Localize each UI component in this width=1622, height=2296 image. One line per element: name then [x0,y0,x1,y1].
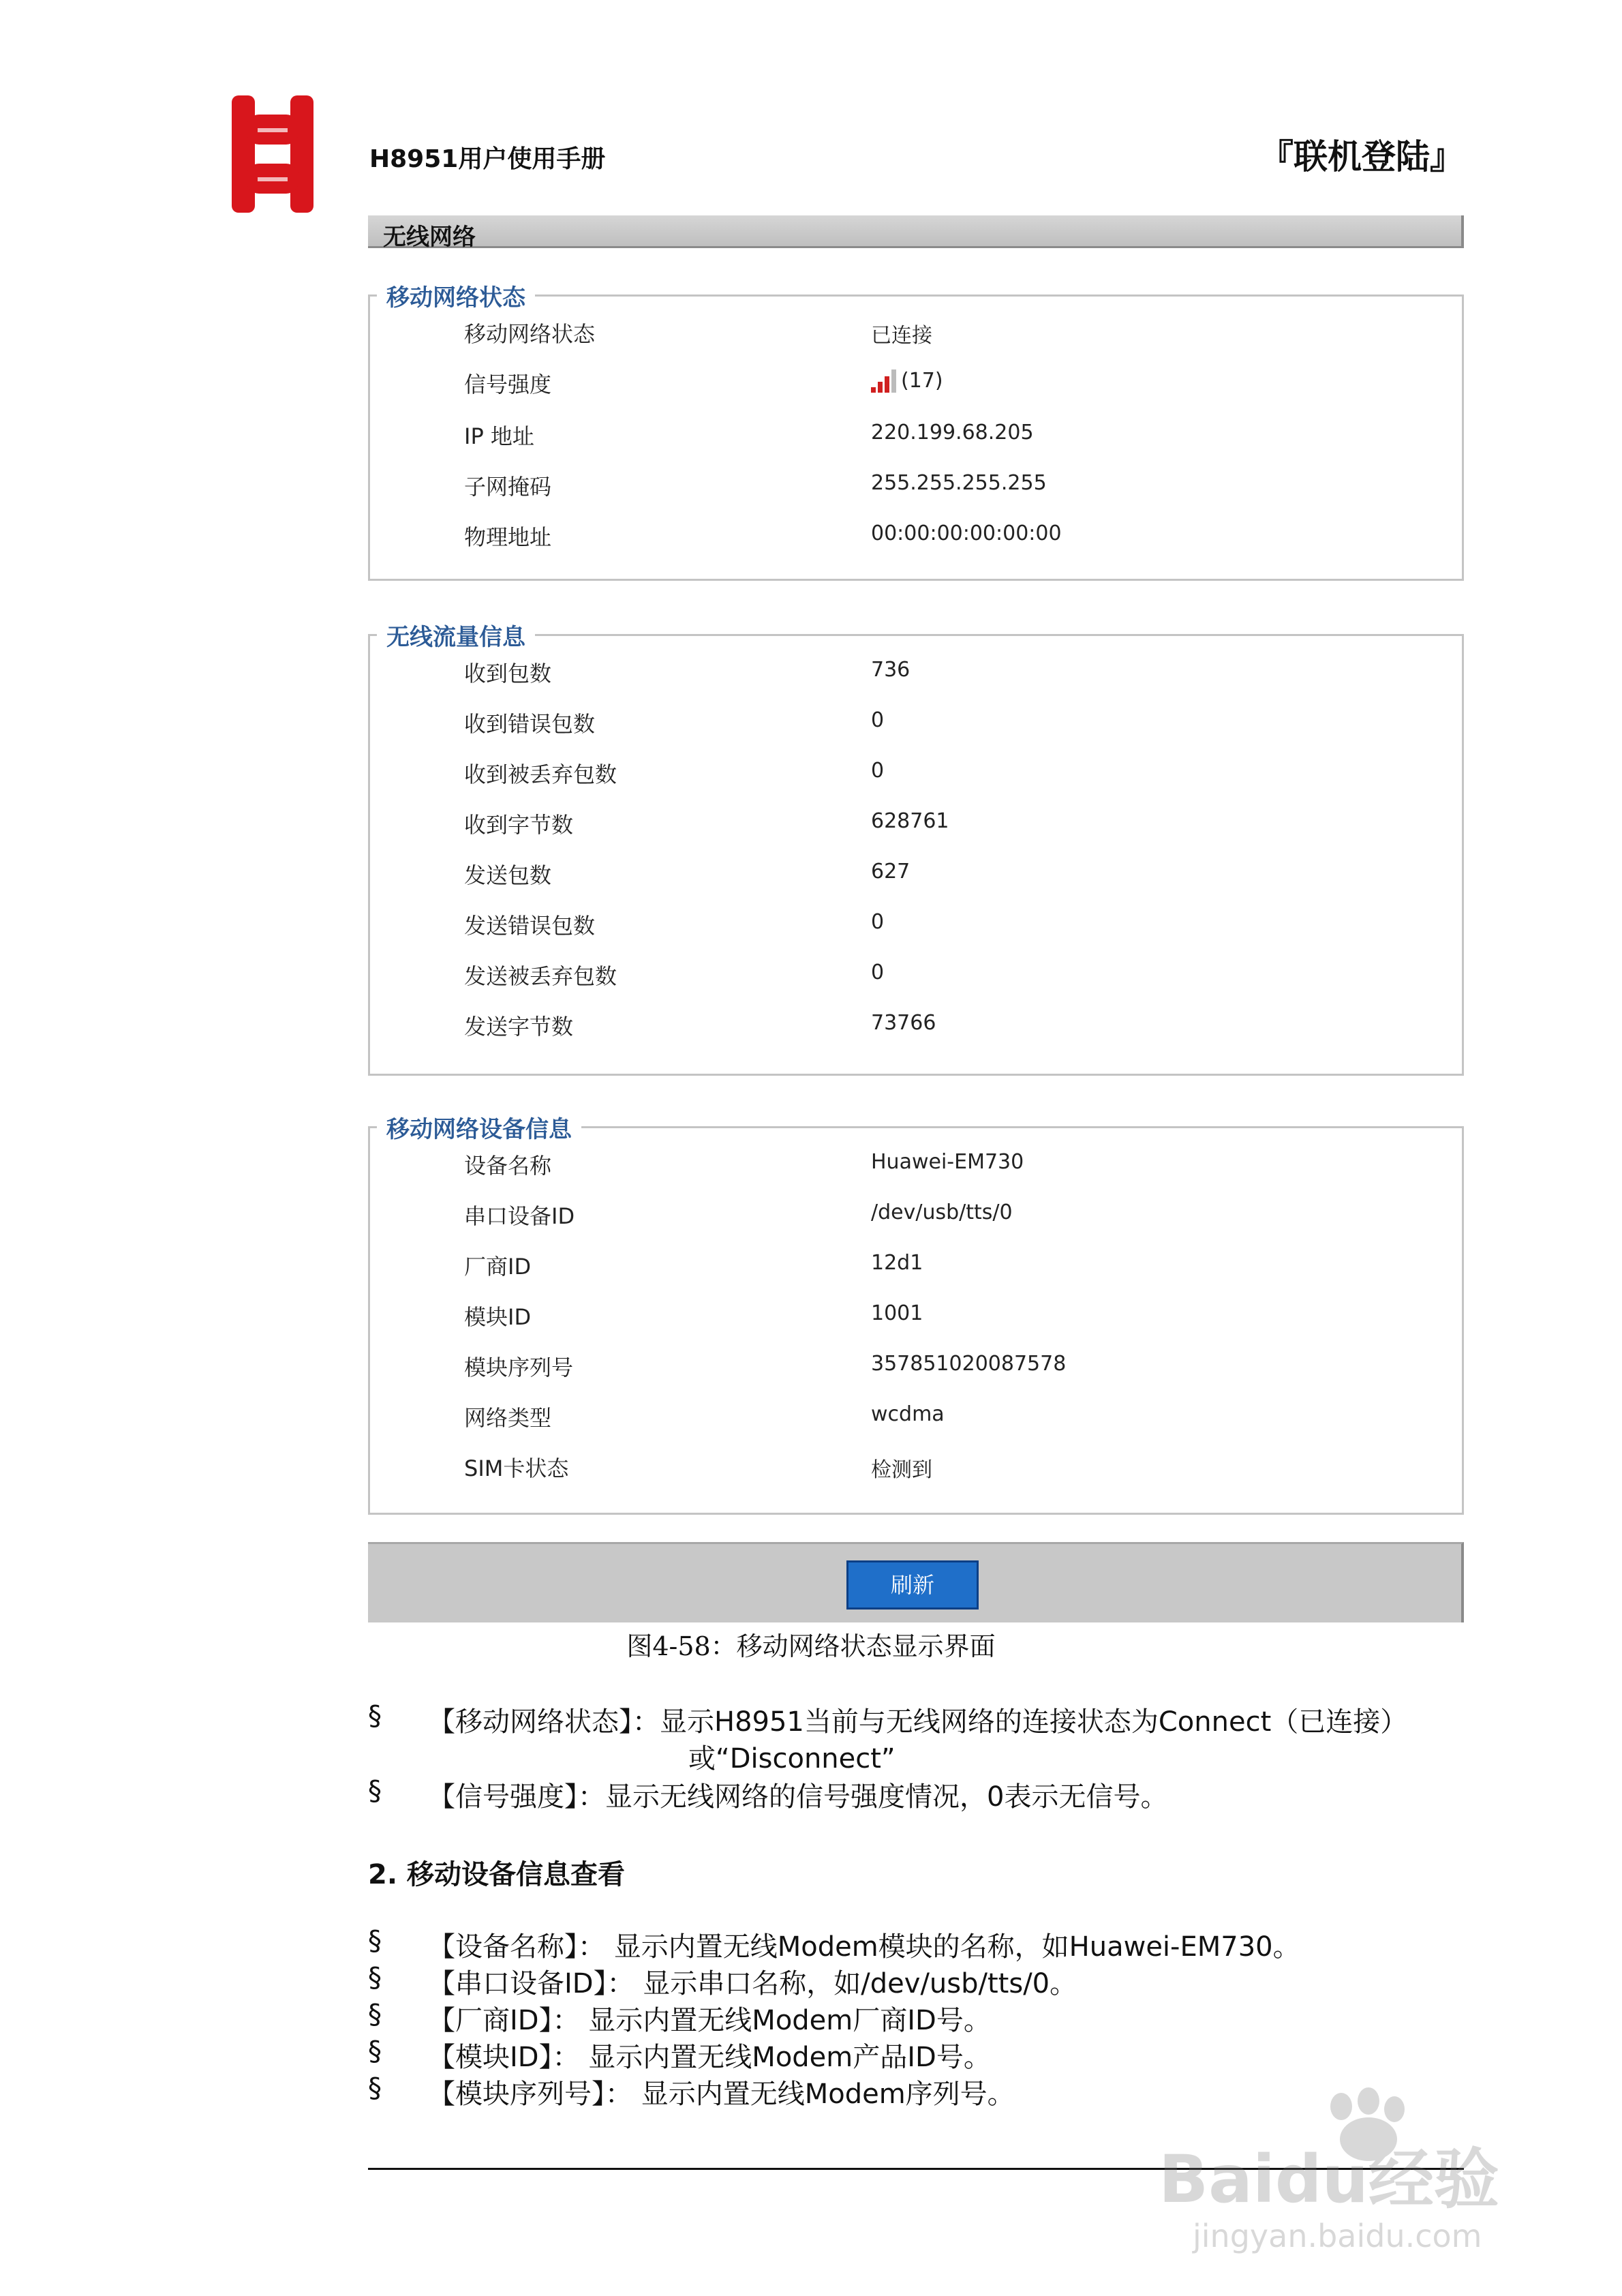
bullet-text: 【串口设备ID】： 显示串口名称，如/dev/usb/tts/0。 [428,1968,1077,1999]
device-row [370,1300,1462,1341]
bullet-symbol: § [368,1999,382,2030]
bullet-symbol: § [368,1962,382,1993]
refresh-button[interactable]: 刷新 [846,1560,979,1610]
traffic-row [370,656,1462,697]
row-label: 网络类型 [464,1405,552,1431]
bullet-symbol: § [368,2036,382,2067]
row-value: 628761 [871,809,949,833]
document-title: H8951用户使用手册 [369,145,606,173]
device-row [370,1149,1462,1190]
row-label: 串口设备ID [464,1203,575,1229]
row-value: 220.199.68.205 [871,421,1034,444]
row-value: 1001 [871,1301,923,1325]
chapter-title: 『联机登陆』 [1259,137,1464,177]
row-value: 736 [871,658,911,682]
signal-value [871,369,943,393]
row-label: 设备名称 [464,1153,552,1179]
mac-row [370,520,1462,561]
row-label: 厂商ID [464,1254,532,1280]
section-heading: 2. 移动设备信息查看 [368,1859,625,1890]
row-label: 收到被丢弃包数 [464,761,617,787]
traffic-row [370,959,1462,1000]
bullet-text-continued: 或“Disconnect” [688,1743,896,1774]
traffic-row [370,909,1462,950]
figure-caption: 图4-58：移动网络状态显示界面 [626,1631,996,1661]
bullet-text: 【模块序列号】： 显示内置无线Modem序列号。 [428,2079,1015,2110]
traffic-row [370,707,1462,748]
device-info-group [368,1116,1464,1515]
row-label: 物理地址 [464,524,552,550]
row-label: 收到错误包数 [464,711,596,737]
button-bar [368,1542,1464,1622]
group-legend: 无线流量信息 [377,618,535,652]
wireless-traffic-group [368,624,1464,1076]
signal-row [370,367,1462,408]
row-value: 已连接 [871,324,932,348]
traffic-row [370,858,1462,899]
mobile-network-status-group [368,284,1464,581]
bullet-symbol: § [368,2072,382,2104]
row-label: 模块ID [464,1304,532,1330]
traffic-row [370,757,1462,798]
row-label: 移动网络状态 [464,321,596,347]
row-value: 255.255.255.255 [871,471,1047,495]
row-label: 子网掩码 [464,474,552,500]
row-label: 收到包数 [464,661,552,686]
row-value: 检测到 [871,1458,932,1482]
row-label: SIM卡状态 [464,1455,569,1481]
bullet-text: 【模块ID】： 显示内置无线Modem产品ID号。 [428,2042,991,2073]
row-label: 收到字节数 [464,812,574,838]
row-value: 0 [871,759,885,783]
device-row [370,1350,1462,1391]
ip-row [370,419,1462,460]
row-value: wcdma [871,1402,945,1426]
baidu-watermark [1152,2086,1533,2256]
row-value: Huawei-EM730 [871,1150,1024,1174]
traffic-row [370,808,1462,849]
device-row [370,1401,1462,1442]
row-label: 发送被丢弃包数 [464,963,617,989]
row-label: IP 地址 [464,423,534,449]
row-value: 0 [871,910,885,934]
row-value: 12d1 [871,1251,923,1275]
row-value: 357851020087578 [871,1352,1067,1376]
row-value: 0 [871,708,885,732]
row-value: /dev/usb/tts/0 [871,1200,1013,1224]
signal-strength-icon [871,369,898,393]
row-value: 73766 [871,1011,936,1035]
signal-number: (17) [901,369,943,393]
row-label: 发送包数 [464,862,552,888]
group-legend: 移动网络状态 [377,279,535,312]
bullet-text: 【信号强度】：显示无线网络的信号强度情况，0表示无信号。 [428,1781,1168,1813]
subnet-row [370,470,1462,511]
bullet-text: 【移动网络状态】：显示H8951当前与无线网络的连接状态为Connect（已连接） [428,1706,1408,1738]
panel-header [368,215,1464,251]
bullet-symbol: § [368,1775,382,1807]
device-row [370,1199,1462,1240]
bullet-symbol: § [368,1925,382,1957]
traffic-row [370,1010,1462,1051]
company-logo [230,94,315,214]
device-row [370,1250,1462,1290]
bullet-symbol: § [368,1700,382,1732]
row-label: 发送错误包数 [464,913,596,939]
device-row [370,1451,1462,1492]
row-label: 发送字节数 [464,1014,574,1040]
group-legend: 移动网络设备信息 [377,1111,581,1144]
row-label: 模块序列号 [464,1355,574,1380]
watermark-line2: jingyan.baidu.com [1193,2218,1482,2254]
watermark-line1: Baidu经验 [1159,2141,1499,2218]
row-value: 0 [871,961,885,984]
bullet-text: 【设备名称】： 显示内置无线Modem模块的名称，如Huawei-EM730。 [428,1931,1300,1963]
status-row [370,317,1462,358]
bullet-text: 【厂商ID】： 显示内置无线Modem厂商ID号。 [428,2005,991,2036]
row-label: 信号强度 [464,372,552,397]
panel-title: 无线网络 [383,224,476,251]
row-value: 627 [871,860,911,883]
row-value: 00:00:00:00:00:00 [871,522,1062,545]
